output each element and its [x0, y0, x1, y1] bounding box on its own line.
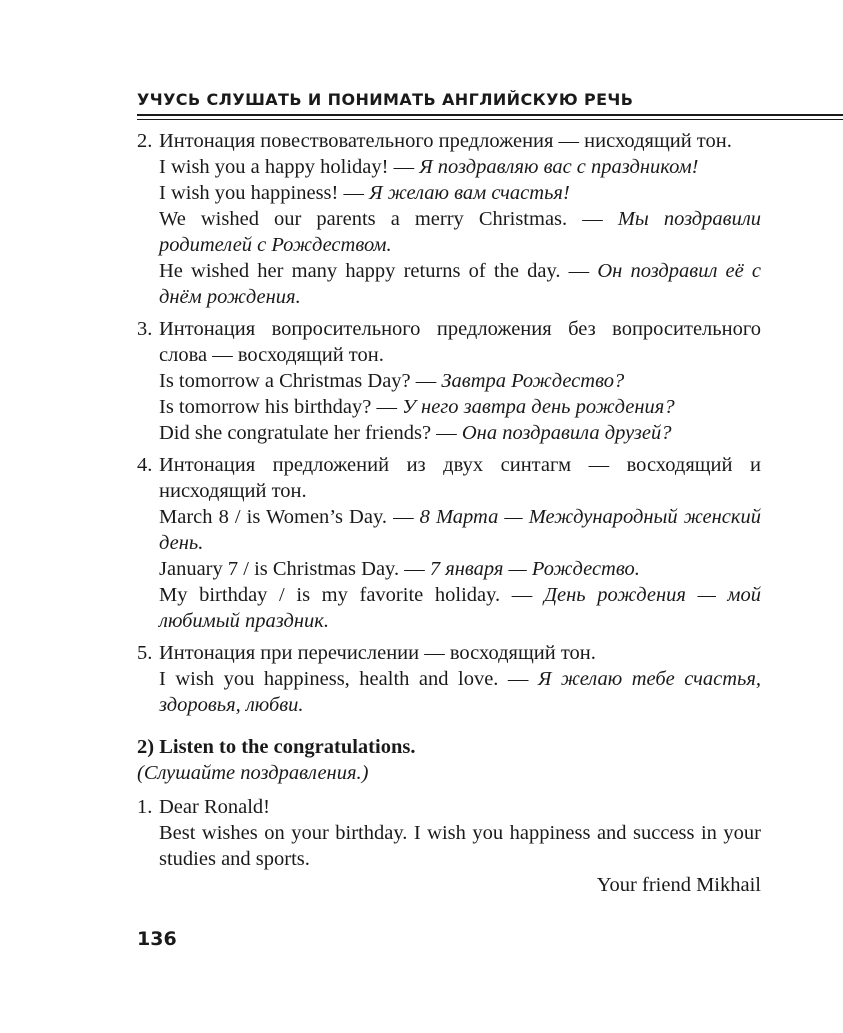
- example-english: My birthday / is my favorite holiday.: [159, 584, 501, 606]
- example-line: [159, 368, 761, 394]
- example-line: [159, 420, 761, 446]
- letter-signature: Your friend Mikhail: [596, 874, 761, 896]
- task-title: 2) Listen to the congratulations.: [137, 736, 416, 758]
- letter-text: Best wishes on your birthday. I wish you happiness and success in your studies and sports.: [159, 822, 761, 870]
- example-dash: —: [560, 260, 598, 282]
- task-heading: [137, 734, 761, 786]
- example-dash: —: [500, 584, 544, 606]
- intonation-rule: [137, 128, 761, 310]
- example-english: Is tomorrow a Christmas Day?: [159, 370, 411, 392]
- example-russian: Она поздравила друзей?: [461, 422, 672, 444]
- rule-text: Интонация повествовательного предложения — нисходящий тон.: [159, 130, 732, 152]
- letter-item: [137, 794, 761, 898]
- example-english: I wish you happiness, health and love.: [159, 668, 499, 690]
- example-dash: —: [431, 422, 462, 444]
- example-english: I wish you happiness!: [159, 182, 339, 204]
- example-english: We wished our parents a merry Christmas.: [159, 208, 568, 230]
- rule-number: 4.: [137, 454, 153, 476]
- header-rule-thin: [137, 119, 843, 120]
- example-russian: Завтра Рождество?: [441, 370, 625, 392]
- example-russian: У него завтра день рождения?: [402, 396, 675, 418]
- example-dash: —: [567, 208, 618, 230]
- letter-body: [159, 794, 761, 898]
- rule-number: 5.: [137, 642, 153, 664]
- example-russian: Мы поздравили родителей с Рождеством.: [159, 208, 762, 256]
- intonation-rule: [137, 640, 761, 718]
- example-line: [159, 258, 761, 310]
- rule-number: 2.: [137, 130, 153, 152]
- example-english: Did she congratulate her friends?: [159, 422, 432, 444]
- example-line: [159, 180, 761, 206]
- example-russian: Я поздравляю вас с праздником!: [419, 156, 699, 178]
- example-dash: —: [387, 506, 420, 528]
- letter-greeting: Dear Ronald!: [159, 796, 270, 818]
- example-line: [159, 582, 761, 634]
- running-head: УЧУСЬ СЛУШАТЬ И ПОНИМАТЬ АНГЛИЙСКУЮ РЕЧЬ: [137, 90, 634, 109]
- rule-body: [159, 128, 761, 310]
- example-line: [159, 666, 761, 718]
- letter-number: 1.: [137, 796, 153, 818]
- task-subtitle: (Слушайте поздравления.): [137, 762, 369, 784]
- example-dash: —: [338, 182, 370, 204]
- example-english: Is tomorrow his birthday?: [159, 396, 372, 418]
- rule-text: Интонация предложений из двух синтагм — восходящий и нисходящий тон.: [159, 454, 761, 502]
- example-russian: Он поздравил её с днём рождения.: [159, 260, 762, 308]
- example-russian: Я желаю тебе счастья, здоровья, любви.: [159, 668, 761, 716]
- example-russian: День рождения — мой любимый праздник.: [159, 584, 762, 632]
- example-line: [159, 154, 761, 180]
- example-dash: —: [388, 156, 420, 178]
- example-line: [159, 206, 761, 258]
- example-dash: —: [410, 370, 442, 392]
- example-english: He wished her many happy returns of the day.: [159, 260, 561, 282]
- page-number: 136: [137, 928, 177, 950]
- rule-text: Интонация вопросительного предложения без вопросительного слова — восходящий тон.: [159, 318, 761, 366]
- intonation-rule: [137, 316, 761, 446]
- example-russian: 7 января — Рождество.: [429, 558, 640, 580]
- example-line: [159, 556, 761, 582]
- rule-body: [159, 640, 761, 718]
- page-content: [137, 128, 761, 904]
- example-russian: Я желаю вам счастья!: [369, 182, 570, 204]
- example-english: March 8 / is Women’s Day.: [159, 506, 388, 528]
- header-rule-thick: [137, 114, 843, 116]
- example-dash: —: [399, 558, 430, 580]
- example-russian: 8 Марта — Международный женский день.: [159, 506, 761, 554]
- example-line: [159, 504, 761, 556]
- rule-body: [159, 316, 761, 446]
- example-dash: —: [371, 396, 403, 418]
- rule-number: 3.: [137, 318, 153, 340]
- rule-body: [159, 452, 761, 634]
- example-line: [159, 394, 761, 420]
- intonation-rule: [137, 452, 761, 634]
- example-dash: —: [498, 668, 538, 690]
- example-english: I wish you a happy holiday!: [159, 156, 389, 178]
- rule-text: Интонация при перечислении — восходящий тон.: [159, 642, 596, 664]
- example-english: January 7 / is Christmas Day.: [159, 558, 400, 580]
